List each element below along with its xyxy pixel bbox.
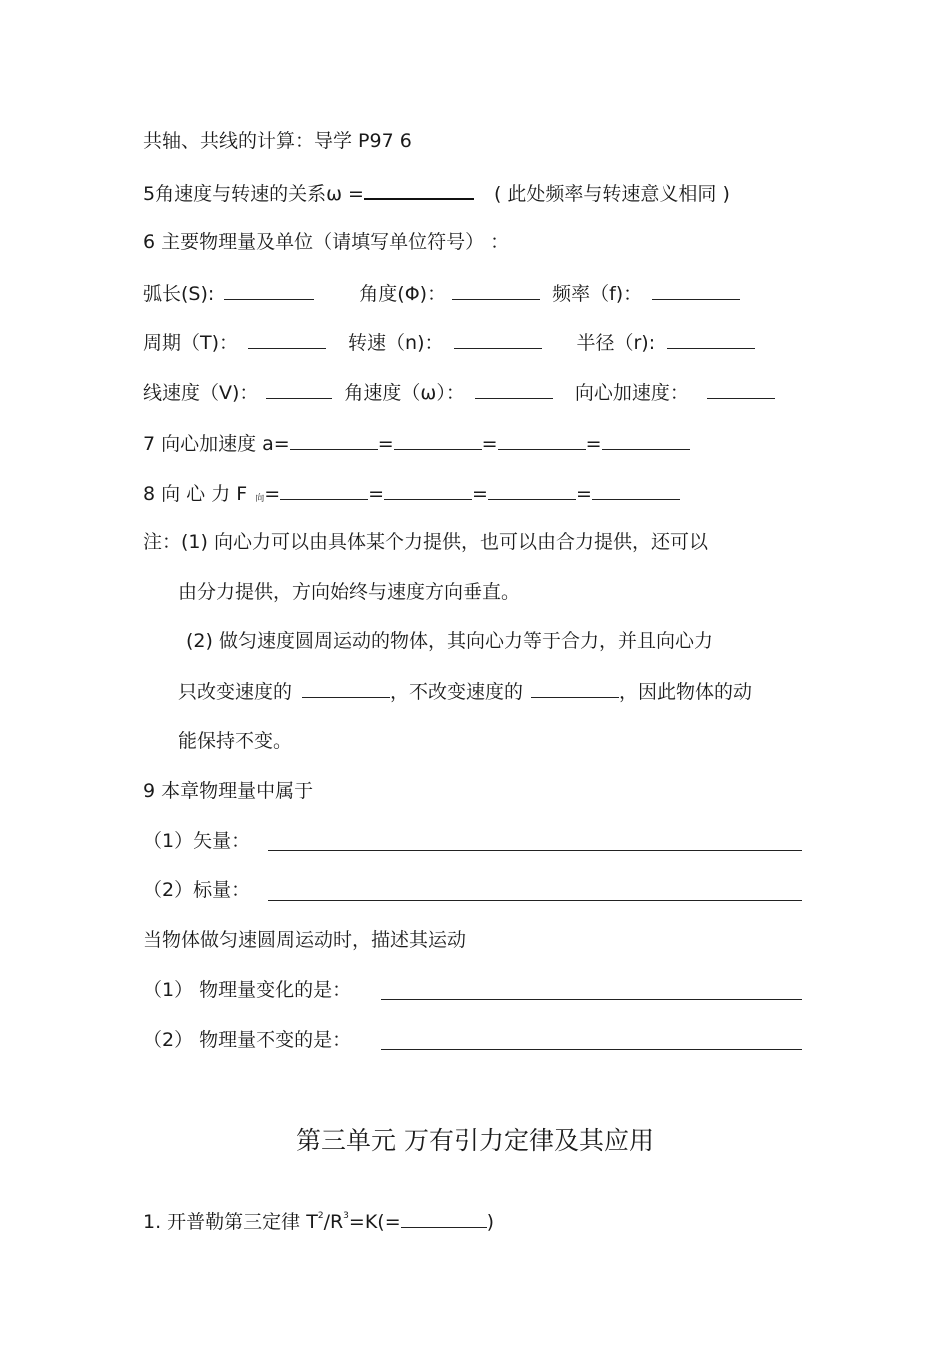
frequency-note: ( 此处频率与转速意义相同 ) bbox=[493, 183, 730, 205]
acc-formula-label: 7 向心加速度 a= bbox=[143, 433, 290, 455]
line-units-row3 bbox=[143, 380, 775, 405]
rotation-speed-blank[interactable] bbox=[454, 330, 542, 349]
vector-blank[interactable] bbox=[268, 850, 802, 851]
direction-blank[interactable] bbox=[302, 679, 390, 698]
force-subscript: 向 bbox=[255, 494, 265, 504]
linear-velocity-label: 线速度（V)： bbox=[143, 382, 259, 404]
kepler-constant-blank[interactable] bbox=[401, 1209, 487, 1228]
note-line-2: 由分力提供，方向始终与速度方向垂直。 bbox=[178, 581, 521, 603]
force-blank-2[interactable] bbox=[384, 481, 472, 500]
equals-sign: = bbox=[575, 483, 592, 505]
changing-quantities-blank[interactable] bbox=[381, 999, 802, 1000]
r-exponent: 3 bbox=[343, 1211, 349, 1221]
period-blank[interactable] bbox=[248, 330, 326, 349]
line-units-row2 bbox=[143, 330, 755, 355]
note-line-4 bbox=[178, 679, 752, 704]
angular-speed-blank[interactable] bbox=[364, 180, 474, 200]
acc-blank-2[interactable] bbox=[394, 431, 482, 450]
angle-blank[interactable] bbox=[452, 281, 540, 300]
frequency-blank[interactable] bbox=[652, 281, 740, 300]
equals-sign: = bbox=[264, 483, 281, 505]
line-kepler-third-law bbox=[143, 1204, 494, 1234]
constant-quantities-label: （2） 物理量不变的是： bbox=[143, 1029, 352, 1051]
close-paren: ) bbox=[486, 1211, 495, 1233]
line-units-row1 bbox=[143, 281, 740, 306]
note-change-label: 只改变速度的 bbox=[178, 681, 293, 703]
note-kinetic-label: ，因此物体的动 bbox=[619, 681, 753, 703]
line-quantity-classification: 9 本章物理量中属于 bbox=[143, 780, 314, 802]
k-equals: =K(= bbox=[348, 1211, 401, 1233]
note-line-1: 注：(1) 向心力可以由具体某个力提供，也可以由合力提供，还可以 bbox=[143, 531, 708, 553]
radius-blank[interactable] bbox=[667, 330, 755, 349]
force-blank-3[interactable] bbox=[488, 481, 576, 500]
acc-blank-1[interactable] bbox=[290, 431, 378, 450]
equals-sign: = bbox=[585, 433, 602, 455]
equals-sign: = bbox=[368, 483, 385, 505]
angle-label: 角度(Φ)： bbox=[359, 283, 447, 305]
equals-sign: = bbox=[481, 433, 498, 455]
section-heading: 第三单元 万有引力定律及其应用 bbox=[296, 1126, 654, 1155]
radius-label: 半径（r): bbox=[576, 332, 656, 354]
arc-length-blank[interactable] bbox=[224, 281, 314, 300]
arc-length-label: 弧长(S): bbox=[143, 283, 215, 305]
vector-label: （1）矢量： bbox=[143, 830, 251, 852]
frequency-label: 频率（f)： bbox=[552, 283, 643, 305]
note-nochange-label: ，不改变速度的 bbox=[390, 681, 524, 703]
centripetal-acc-blank[interactable] bbox=[707, 380, 775, 399]
force-blank-1[interactable] bbox=[280, 481, 368, 500]
force-blank-4[interactable] bbox=[592, 481, 680, 500]
equals-sign: = bbox=[377, 433, 394, 455]
constant-quantities-blank[interactable] bbox=[381, 1049, 802, 1050]
changing-quantities-label: （1） 物理量变化的是： bbox=[143, 979, 352, 1001]
angular-velocity-blank[interactable] bbox=[475, 380, 553, 399]
scalar-blank[interactable] bbox=[268, 900, 802, 901]
line-main-quantities: 6 主要物理量及单位（请填写单位符号） ： bbox=[143, 231, 510, 253]
equals-sign: = bbox=[472, 483, 488, 505]
linear-velocity-blank[interactable] bbox=[266, 380, 332, 399]
r-symbol: /R bbox=[323, 1211, 344, 1233]
period-label: 周期（T)： bbox=[143, 332, 239, 354]
line-centripetal-acceleration-formula bbox=[143, 431, 690, 456]
kepler-label: 1. 开普勒第三定律 T bbox=[143, 1211, 318, 1233]
centripetal-acc-label: 向心加速度： bbox=[574, 382, 689, 404]
angular-velocity-label: 角速度（ω）： bbox=[344, 382, 465, 404]
line-angular-speed-relation bbox=[143, 180, 730, 206]
acc-blank-3[interactable] bbox=[498, 431, 586, 450]
magnitude-blank[interactable] bbox=[531, 679, 619, 698]
t-exponent: 2 bbox=[317, 1211, 324, 1221]
line-centripetal-force-formula bbox=[143, 481, 680, 511]
scalar-label: （2）标量： bbox=[143, 879, 251, 901]
angular-speed-label: 5角速度与转速的关系ω = bbox=[143, 183, 364, 205]
acc-blank-4[interactable] bbox=[602, 431, 690, 450]
rotation-speed-label: 转速（n)： bbox=[348, 332, 444, 354]
force-formula-label: 8 向 心 力 F bbox=[143, 483, 248, 505]
note-line-5: 能保持不变。 bbox=[178, 730, 293, 752]
line-uniform-circular-motion: 当物体做匀速圆周运动时，描述其运动 bbox=[143, 929, 467, 951]
line-coaxial-calc: 共轴、共线的计算：导学 P97 6 bbox=[143, 130, 412, 152]
note-line-3: (2) 做匀速度圆周运动的物体，其向心力等于合力，并且向心力 bbox=[186, 630, 713, 652]
